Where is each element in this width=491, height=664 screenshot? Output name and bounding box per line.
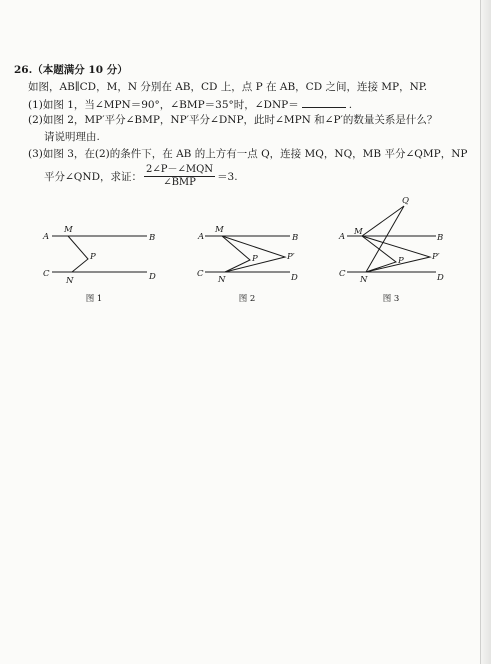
part-2-line-1: (2)如图 2，MP′平分∠BMP，NP′平分∠DNP，此时∠MPN 和∠P′的数量关系是什么？ [28,114,438,126]
figure-2-diagram [205,236,290,272]
part-1 [28,96,352,112]
fig1-label-m: M [64,225,73,235]
part-3-suffix: ＝3. [217,170,238,183]
fig3-label-p-prime: P′ [432,252,440,262]
fig1-label-p: P [90,252,96,262]
fig2-label-m: M [215,225,224,235]
geometry-figures [0,190,491,320]
fig3-label-p: P [398,256,404,266]
figure-3-diagram [347,206,436,272]
fig1-path-mpn [68,236,88,272]
fig2-label-a: A [198,232,205,242]
proof-fraction [144,164,215,189]
fig2-label-d: D [291,273,298,283]
fraction-denominator: ∠BMP [163,177,196,188]
fig1-label-c: C [43,269,50,279]
fig2-label-b: B [292,233,299,243]
fig2-label-c: C [197,269,204,279]
fig2-label-n: N [218,275,226,285]
page-edge-shadow [480,0,491,664]
part-3-line-1: (3)如图 3，在(2)的条件下，在 AB 的上方有一点 Q，连接 MQ，NQ，MB 平分∠QMP，NP [28,148,468,160]
fig3-label-m: M [354,227,363,237]
fig1-label-b: B [149,233,156,243]
fig3-caption: 图 3 [382,294,400,304]
part-1-suffix: . [348,99,353,111]
figure-1-diagram [52,236,147,272]
fig2-label-p-prime: P′ [287,252,295,262]
fig3-label-q: Q [402,196,409,206]
part-1-text: (1)如图 1，当∠MPN＝90°，∠BMP＝35°时，∠DNP＝ [28,99,299,111]
fig1-label-a: A [43,232,50,242]
fig2-label-p: P [252,254,258,264]
fig1-caption: 图 1 [85,294,103,304]
fig3-label-c: C [339,269,346,279]
fig3-path-mp2n [362,236,430,272]
part-2-line-2: 请说明理由. [44,131,100,143]
fig3-label-b: B [437,233,444,243]
fig3-label-n: N [360,275,368,285]
part-3-prefix: 平分∠QND，求证： [44,170,143,183]
answer-blank[interactable] [302,96,346,108]
fraction-numerator: 2∠P－∠MQN [146,164,214,175]
fig3-label-a: A [339,232,346,242]
fig2-caption: 图 2 [238,294,256,304]
fig1-label-d: D [149,272,156,282]
part-3-line-2 [44,164,238,192]
question-header: 26.（本题满分 10 分） [14,64,128,76]
fig1-label-n: N [66,276,74,286]
question-intro: 如图，AB∥CD，M，N 分别在 AB，CD 上，点 P 在 AB，CD 之间，连接 MP，NP. [28,81,428,93]
fig3-label-d: D [437,273,444,283]
